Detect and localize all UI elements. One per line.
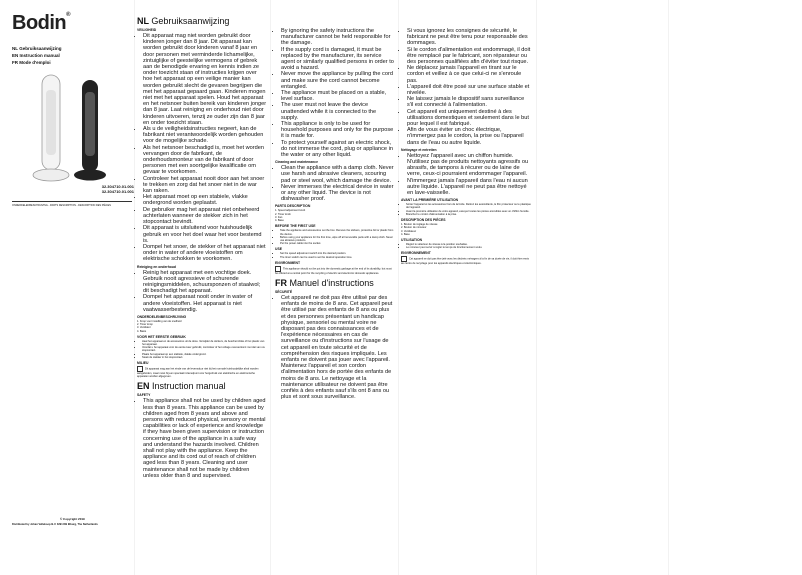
copyright: © Copyright 2019	[60, 517, 85, 521]
en-section	[275, 28, 395, 400]
section-title: EN Instruction manual	[137, 381, 226, 392]
section-heading: PARTS DESCRIPTION	[275, 204, 311, 209]
env-text: Cet appareil ne doit pas être jeté avec les déchets ménagers à la fin de sa durée de vie, il doit être remis au centre de recyclage pour les appareils électriques et électroniques.	[401, 258, 529, 266]
list-item: • Sortez l'appareil et les accessoires hors de la boîte. Retirez les autocollants, le film protecteur ou le plastique de l'appareil.	[406, 203, 531, 209]
list-item: • Dit apparaat mag niet worden gebruikt door kinderen jonger dan 8 jaar. Dit apparaat kan worden gebruikt door kinderen vanaf 8 jaar en door personen met verminderde lichamelijke, zintuiglijke of geestelijke vermogens of gebrek aan de benodigde ervaring en kennis indien ze onder toezicht staan of instructies krijgen over hoe het apparaat op een veilige manier kan worden gebruikt slecht de gevaren begrijpen die met het apparaat gepaard gaan. Kinderen mogen niet met het apparaat spelen. Houd het apparaat en het netsnoer buiten bereik van kinderen jonger dan 8 jaar. Laat reiniging en onderhoud niet door kinderen uitvoeren, tenzij ze ouder zijn dan 8 jaar en onder toezicht staan.	[143, 33, 267, 126]
list-item: • Als het netsnoer beschadigd is, moet het worden vervangen door de fabrikant, de onderhoudsmonteur van de fabrikant of door personen met een soortgelijke kwalificatie om gevaar te voorkomen.	[143, 145, 267, 176]
list-item: • Nettoyez l'appareil avec un chiffon humide. N'utilisez pas de produits nettoyants agressifs ou abrasifs, de tampons à récurer ou de laine de verre, ceux-ci pourraient endommager l'appareil.	[407, 153, 531, 178]
section-heading: UTILISATION	[401, 237, 423, 242]
section-heading: ENVIRONMENT	[275, 260, 301, 265]
list-item: • Reinig het apparaat met een vochtige doek. Gebruik nooit agressieve of schurende reinigingsmiddelen, schuursponzen of staalwol; dit beschadigt het apparaat.	[143, 270, 267, 295]
list-item: • Het apparaat moet op een stabiele, vlakke ondergrond worden geplaatst.	[143, 194, 267, 206]
language-item: FR Mode d'emploi	[12, 60, 51, 65]
section-heading: AVANT LA PREMIÈRE UTILISATION	[401, 198, 459, 203]
parts-list	[137, 320, 267, 333]
safety-list	[401, 28, 531, 146]
first-use-list	[275, 229, 395, 245]
list-item: • Cet appareil ne doit pas être utilisé par des enfants de moins de 8 ans. Cet appareil peut être utilisé par des enfants de 8 ans ou plus et des personnes présentant un handicap physique, sensoriel ou mental voire ne disposant pas des connaissances et de l'expérience nécessaires en cas de surveillance ou d'instructions sur l'usage de cet appareil en toute sécurité et de compréhension des risques impliqués. Les enfants ne doivent pas jouer avec l'appareil. Maintenez l'appareil et son cordon d'alimentation hors de portée des enfants de moins de 8 ans. Le nettoyage et la maintenance utilisateur ne doivent pas être confiés à des enfants sauf s'ils ont 8 ans ou plus et sont sous surveillance.	[281, 295, 395, 400]
nl-section	[137, 16, 267, 479]
section-heading: BEFORE THE FIRST USE	[275, 224, 316, 229]
parts-list	[401, 223, 531, 236]
section-heading: MILIEU	[137, 360, 149, 365]
list-item: • Before using your appliance for the first time, wipe off all removable parts with a damp cloth. Never use abrasive products.	[280, 236, 395, 242]
list-item: • Haal het apparaat en de accessoires uit de doos. Verwijder de stickers, de beschermfolie of het plastic van het apparaat.	[142, 340, 267, 346]
first-use-list	[401, 203, 531, 216]
section-heading: VEILIGHEID	[137, 28, 157, 32]
model-number: 32.304710.01.001	[101, 189, 134, 194]
language-item: NL Gebruiksaanwijzing	[12, 46, 62, 51]
list-item: • To protect yourself against an electric shock, do not immerse the cord, plug or appliance in the water or any other liquid.	[281, 140, 395, 159]
list-item: • Plaats het apparaat op een stabiele, vlakke ondergrond.	[142, 353, 267, 356]
list-item: • Branchez le cordon d'alimentation à la prise.	[406, 213, 531, 216]
product-image	[24, 70, 124, 190]
list-item: • Set the speed adjustment switch into the desired position.	[280, 252, 395, 255]
part-item: 2. Timer knop	[137, 323, 153, 327]
section-heading: ENVIRONNEMENT	[401, 251, 431, 256]
fr-section	[401, 28, 531, 266]
list-item: • The appliance must be placed on a stable, level surface.	[281, 90, 395, 102]
section-heading: Nettoyage et entretien	[401, 147, 437, 152]
list-item: • L'appareil doit être posé sur une surface stable et nivelée.	[407, 84, 531, 96]
section-heading: SÉCURITÉ	[275, 289, 293, 294]
part-item: 1. Bouton de réglage de vitesse	[401, 223, 438, 227]
section-title: FR Manuel d'instructions	[275, 277, 374, 288]
part-item: 4. Base	[275, 219, 284, 223]
part-item: 2. Timer knob	[275, 212, 291, 216]
list-item: • This appliance shall not be used by children aged less than 8 years. This appliance can be used by children aged from 8 years and above and persons with reduced physical, sensory or mental capabilities or lack of experience and knowledge if they have been given supervision or instruction concerning use of the appliance in a safe way and understand the hazards involved. Children shall not play with the appliance. Keep the appliance and its cord out of reach of children aged less than 8 years. Cleaning and user maintenance shall not be made by children unless older than 8 and supervised.	[143, 398, 267, 479]
part-item: 4. Basis	[137, 329, 147, 333]
parts-list	[275, 209, 395, 222]
list-item: • N'immergez jamais l'appareil dans l'eau ni aucun autre liquide. L'appareil ne peut pas être nettoyé en lave-vaisselle.	[407, 178, 531, 197]
section-heading: Cleaning and maintenance	[275, 160, 318, 165]
language-list	[12, 45, 61, 66]
fold-line	[536, 0, 537, 575]
illustration-caption: ONDERDELENBESCHRIJVING - PARTS DESCRIPTION - DESCRIPTION DES PIÈCES	[12, 204, 111, 207]
part-item: 1. Knop voor instelling van de snelheid	[137, 319, 182, 323]
cleaning-list	[275, 165, 395, 202]
language-item: EN Instruction manual	[12, 53, 60, 58]
list-item: • Avant la première utilisation de votre appareil, essuyez toutes les pièces amovibles avec un chiffon humide.	[406, 210, 531, 213]
part-item: 3. Fan	[275, 215, 283, 219]
section-heading: DESCRIPTION DES PIÈCES	[401, 218, 446, 223]
cleaning-list	[401, 153, 531, 196]
list-item: • Steek de stekker in het stopcontact.	[142, 356, 267, 359]
list-item: • Clean the appliance with a damp cloth. Never use harsh and abrasive cleaners, scouring pad or steel wool, which damage the device.	[281, 165, 395, 184]
part-item: 2. Bouton de minuteur	[401, 226, 427, 230]
fold-line	[668, 0, 669, 575]
fold-line	[134, 0, 135, 575]
list-item: • Controleer het apparaat nooit door aan het snoer te trekken en zorg dat het snoer niet in de war kan raken.	[143, 176, 267, 195]
list-item: • Afin de vous éviter un choc électrique, n'immergez pas le cordon, la prise ou l'appareil dans de l'eau ou autre liquide.	[407, 127, 531, 146]
safety-list	[137, 398, 267, 479]
env-text: This appliance should not be put into the domestic garbage at the end of its durability, but must be offered at a central point for the recycling of electric and electronic domestic appliances.	[275, 267, 392, 275]
list-item: • Réglez le sélecteur de vitesse à la position souhaitée.	[406, 243, 531, 246]
list-item: • The timer switch can be used to set the desired operation time.	[280, 256, 395, 259]
section-heading: USE	[275, 247, 282, 252]
list-item: • If the supply cord is damaged, it must be replaced by the manufacturer, its service agent or similarly qualified persons in order to avoid a hazard.	[281, 47, 395, 72]
safety-list	[275, 28, 395, 158]
part-item: 3. Ventilator	[137, 326, 151, 330]
list-item: • Le minuteur peut servir à régler le temps de fonctionnement voulu.	[406, 246, 531, 249]
brand-reg: ®	[66, 12, 71, 18]
list-item: • Put the power cable into the socket.	[280, 242, 395, 245]
divider	[12, 201, 132, 202]
list-item: • The user must not leave the device unattended while it is connected to the supply.	[281, 102, 395, 121]
list-item: • Voordat u het apparaat voor de eerste keer gebruikt, controleer of het voltage overeenkomt met dat van uw stopcontact.	[142, 346, 267, 352]
list-item: • This appliance is only to be used for household purposes and only for the purpose it is made for.	[281, 121, 395, 140]
section-heading: VOOR HET EERSTE GEBRUIK	[137, 334, 186, 339]
list-item: • Never move the appliance by pulling the cord and make sure the cord cannot become entangled.	[281, 71, 395, 90]
part-item: 4. Base	[401, 232, 410, 236]
fold-line	[270, 0, 271, 575]
brand-name: Bodin	[12, 12, 67, 34]
tower-fan-white	[33, 75, 69, 181]
section-heading: ONDERDELENBESCHRIJVING	[137, 314, 187, 319]
list-item: • Ne laissez jamais le dispositif sans surveillance s'il est connecté à l'alimentation.	[407, 96, 531, 108]
section-heading: SAFETY	[137, 393, 151, 398]
section-title: NL Gebruiksaanwijzing	[137, 16, 230, 26]
list-item: • Dit apparaat is uitsluitend voor huishoudelijk gebruik en voor het doel waar het voor bestemd is.	[143, 225, 267, 244]
safety-list	[137, 33, 267, 263]
list-item: • Si le cordon d'alimentation est endommagé, il doit être remplacé par le fabricant, son réparateur ou des personnes qualifiées afin d'éviter tout risque.	[407, 47, 531, 66]
cleaning-list	[137, 270, 267, 313]
list-item: • Si vous ignorez les consignes de sécurité, le fabricant ne peut être tenu pour responsable des dommages.	[407, 28, 531, 47]
section-heading: Reiniging en onderhoud	[137, 264, 176, 269]
list-item: • Dompel het snoer, de stekker of het apparaat niet onder in water of andere vloeistoffen om elektrische schokken te voorkomen.	[143, 244, 267, 263]
list-item: • De gebruiker mag het apparaat niet onbeheerd achterlaten wanneer de stekker zich in het stopcontact bevindt.	[143, 207, 267, 226]
list-item: • Cet appareil est uniquement destiné à des utilisations domestiques et seulement dans le but pour lequel il est fabriqué.	[407, 109, 531, 128]
list-item: • Als u de veiligheidsinstructies negeert, kan de fabrikant niet verantwoordelijk worden gehouden voor de mogelijke schade.	[143, 126, 267, 145]
distributor-address: Distributed by Johan Vellekoop B.V. 3291 DB Elburg, The Netherlands	[12, 523, 98, 526]
brand-logo	[12, 12, 70, 35]
first-use-list	[137, 340, 267, 359]
list-item: • Never immerses the electrical device in water or any other liquid. The device is not dishwasher proof.	[281, 184, 395, 203]
list-item: • Ne déplacez jamais l'appareil en tirant sur le cordon et veillez à ce que celui-ci ne s'enroule pas.	[407, 65, 531, 84]
part-item: 3. Ventilateur	[401, 229, 417, 233]
safety-list	[275, 295, 395, 400]
use-list	[275, 252, 395, 258]
use-list	[401, 243, 531, 249]
tower-fan-black	[74, 80, 106, 181]
env-text: Dit apparaat mag aan het einde van de levensduur niet bij het normale huishoudelijke afval worden aangeboden, maar moet bij een speciaal inzamelpunt voor hergebruik van elektrische en elektronische apparaten worden afgegeven.	[137, 367, 259, 379]
part-item: 1. Speed adjustment knob	[275, 209, 306, 213]
model-numbers	[74, 184, 134, 194]
list-item: • Dompel het apparaat nooit onder in water of andere vloeistoffen. Het apparaat is niet vaatwasserbestendig.	[143, 294, 267, 313]
list-item: • By ignoring the safety instructions the manufacturer cannot be held responsible for the damage.	[281, 28, 395, 47]
list-item: • Take the appliance and accessoires out the box. Remove the stickers, protective foil or plastic from the device.	[280, 229, 395, 235]
model-number: 32.304710.01.001	[101, 184, 134, 189]
